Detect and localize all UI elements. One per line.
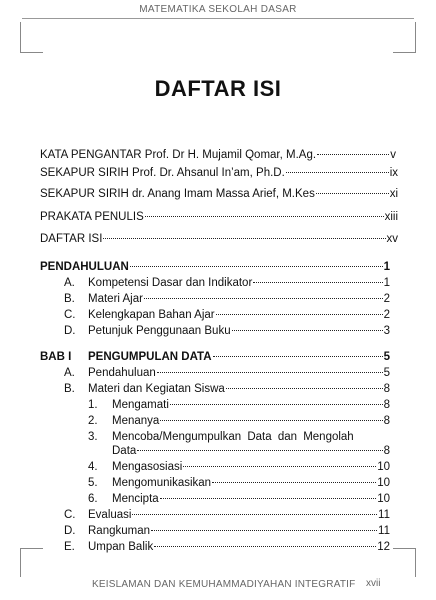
dot-leader (144, 298, 383, 299)
toc-entry-marker: A. (64, 367, 75, 379)
toc-chapter-page: 5 (383, 351, 390, 363)
toc-subentry-mengomunikasikan[interactable] (88, 476, 390, 491)
toc-entry-label: Kelengkapan Bahan Ajar (88, 309, 215, 321)
toc-entry-umpan-balik[interactable] (64, 540, 390, 555)
toc-entry-marker: B. (64, 383, 75, 395)
dot-leader (160, 498, 377, 499)
toc-entry-marker: D. (64, 325, 76, 337)
toc-subentry-mencoba-cont[interactable] (112, 444, 390, 459)
dot-leader (216, 314, 383, 315)
dot-leader (183, 466, 376, 467)
toc-subentry-mengasosiasi[interactable] (88, 460, 390, 475)
toc-entry-page: 8 (383, 383, 390, 395)
toc-entry-page: 1 (383, 277, 390, 289)
toc-section-heading: PENDAHULUAN (40, 261, 129, 273)
toc-entry-petunjuk[interactable] (64, 324, 390, 339)
toc-entry-page: 12 (377, 541, 390, 553)
toc-entry-page: 5 (383, 367, 390, 379)
dot-leader (130, 266, 383, 267)
toc-subentry-marker: 1. (88, 399, 98, 411)
dot-leader (132, 514, 377, 515)
corner-mark-bottom-left (20, 548, 43, 577)
toc-entry-label: Evaluasi (88, 509, 132, 521)
toc-entry-page: 11 (378, 509, 390, 521)
toc-subentry-page: 8 (383, 415, 390, 427)
dot-leader (213, 356, 383, 357)
dot-leader (226, 388, 383, 389)
toc-entry-page: v (390, 149, 396, 161)
toc-entry-label: KATA PENGANTAR Prof. Dr H. Mujamil Qomar, M.Ag. (40, 149, 317, 161)
dot-leader (212, 482, 376, 483)
running-header: MATEMATIKA SEKOLAH DASAR (139, 4, 297, 15)
toc-entry-label: Petunjuk Penggunaan Buku (88, 325, 231, 337)
toc-entry-daftar-isi[interactable] (40, 232, 398, 247)
toc-subentry-page: 8 (383, 399, 390, 411)
toc-entry-marker: C. (64, 309, 76, 321)
toc-entry-prakata-penulis[interactable] (40, 210, 398, 225)
toc-entry-label: SEKAPUR SIRIH dr. Anang Imam Massa Arief, M.Kes (40, 188, 315, 200)
toc-entry-page: xi (389, 188, 398, 200)
toc-entry-sekapur-sirih-1[interactable] (40, 166, 398, 181)
toc-entry-sekapur-sirih-2[interactable] (40, 187, 398, 202)
toc-entry-label: Materi dan Kegiatan Siswa (88, 383, 225, 395)
toc-entry-label: DAFTAR ISI (40, 233, 103, 245)
toc-subentry-marker: 6. (88, 493, 98, 505)
dot-leader (157, 372, 383, 373)
toc-entry-materi-ajar[interactable] (64, 292, 390, 307)
toc-subentry-mencipta[interactable] (88, 492, 390, 507)
toc-entry-page: xiii (384, 211, 398, 223)
toc-subentry-label: Mengomunikasikan (112, 477, 212, 489)
toc-entry-label: Pendahuluan (88, 367, 156, 379)
toc-entry-evaluasi[interactable] (64, 508, 390, 523)
toc-subentry-menanya[interactable] (88, 414, 390, 429)
toc-entry-kompetensi[interactable] (64, 276, 390, 291)
dot-leader (316, 193, 389, 194)
toc-subentry-label-cont: Data (112, 445, 137, 457)
toc-chapter-bab-1[interactable] (40, 350, 390, 365)
page-title: DAFTAR ISI (154, 76, 282, 101)
dot-leader (232, 330, 383, 331)
dot-leader (154, 546, 376, 547)
toc-entry-page: 2 (383, 309, 390, 321)
dot-leader (137, 450, 382, 451)
dot-leader (145, 216, 384, 217)
toc-subentry-label: Mengasosiasi (112, 461, 183, 473)
toc-subentry-mengamati[interactable] (88, 398, 390, 413)
toc-subentry-marker: 4. (88, 461, 98, 473)
toc-subentry-marker: 2. (88, 415, 98, 427)
dot-leader (103, 238, 385, 239)
toc-subentry-marker: 5. (88, 477, 98, 489)
running-footer: KEISLAMAN DAN KEMUHAMMADIYAHAN INTEGRATIF (92, 579, 356, 590)
toc-subentry-marker: 3. (88, 431, 98, 443)
toc-entry-marker: E. (64, 541, 75, 553)
toc-subentry-label: Mencoba/Mengumpulkan Data dan Mengolah (112, 431, 354, 443)
toc-entry-marker: C. (64, 509, 76, 521)
toc-entry-marker: A. (64, 277, 75, 289)
corner-mark-top-left (20, 22, 43, 53)
toc-entry-marker: B. (64, 293, 75, 305)
toc-entry-label: PRAKATA PENULIS (40, 211, 144, 223)
toc-subentry-page: 10 (377, 461, 390, 473)
dot-leader (151, 530, 377, 531)
toc-entry-bab1-pendahuluan[interactable] (64, 366, 390, 381)
toc-entry-kelengkapan[interactable] (64, 308, 390, 323)
dot-leader (253, 282, 382, 283)
toc-entry-page: xv (386, 233, 398, 245)
toc-subentry-mencoba[interactable] (88, 430, 390, 445)
toc-subentry-label: Menanya (112, 415, 160, 427)
toc-chapter-marker: BAB I (40, 351, 72, 363)
toc-entry-label: Kompetensi Dasar dan Indikator (88, 277, 253, 289)
corner-mark-bottom-right (393, 548, 416, 577)
dot-leader (170, 404, 383, 405)
toc-entry-materi-kegiatan[interactable] (64, 382, 390, 397)
toc-subentry-page: 10 (377, 493, 390, 505)
toc-entry-label: SEKAPUR SIRIH Prof. Dr. Ahsanul In’am, Ph.D. (40, 167, 285, 179)
dot-leader (286, 172, 389, 173)
toc-entry-label: Umpan Balik (88, 541, 154, 553)
toc-chapter-heading: PENGUMPULAN DATA (88, 351, 212, 363)
toc-entry-label: Rangkuman (88, 525, 151, 537)
corner-mark-top-right (393, 22, 416, 53)
toc-entry-page: 11 (378, 525, 390, 537)
toc-entry-label: Materi Ajar (88, 293, 143, 305)
toc-entry-kata-pengantar[interactable] (40, 148, 396, 163)
header-rule (22, 18, 414, 19)
toc-entry-page: ix (389, 167, 398, 179)
page-number: xvii (366, 578, 381, 589)
toc-entry-marker: D. (64, 525, 76, 537)
toc-subentry-label: Mengamati (112, 399, 169, 411)
toc-subentry-page: 10 (377, 477, 390, 489)
toc-entry-rangkuman[interactable] (64, 524, 390, 539)
toc-subentry-label: Mencipta (112, 493, 159, 505)
toc-entry-page: 3 (383, 325, 390, 337)
dot-leader (160, 420, 382, 421)
toc-subentry-page: 8 (383, 445, 390, 457)
toc-section-pendahuluan[interactable] (40, 260, 390, 275)
toc-entry-page: 2 (383, 293, 390, 305)
toc-section-page: 1 (383, 261, 390, 273)
dot-leader (317, 154, 389, 155)
